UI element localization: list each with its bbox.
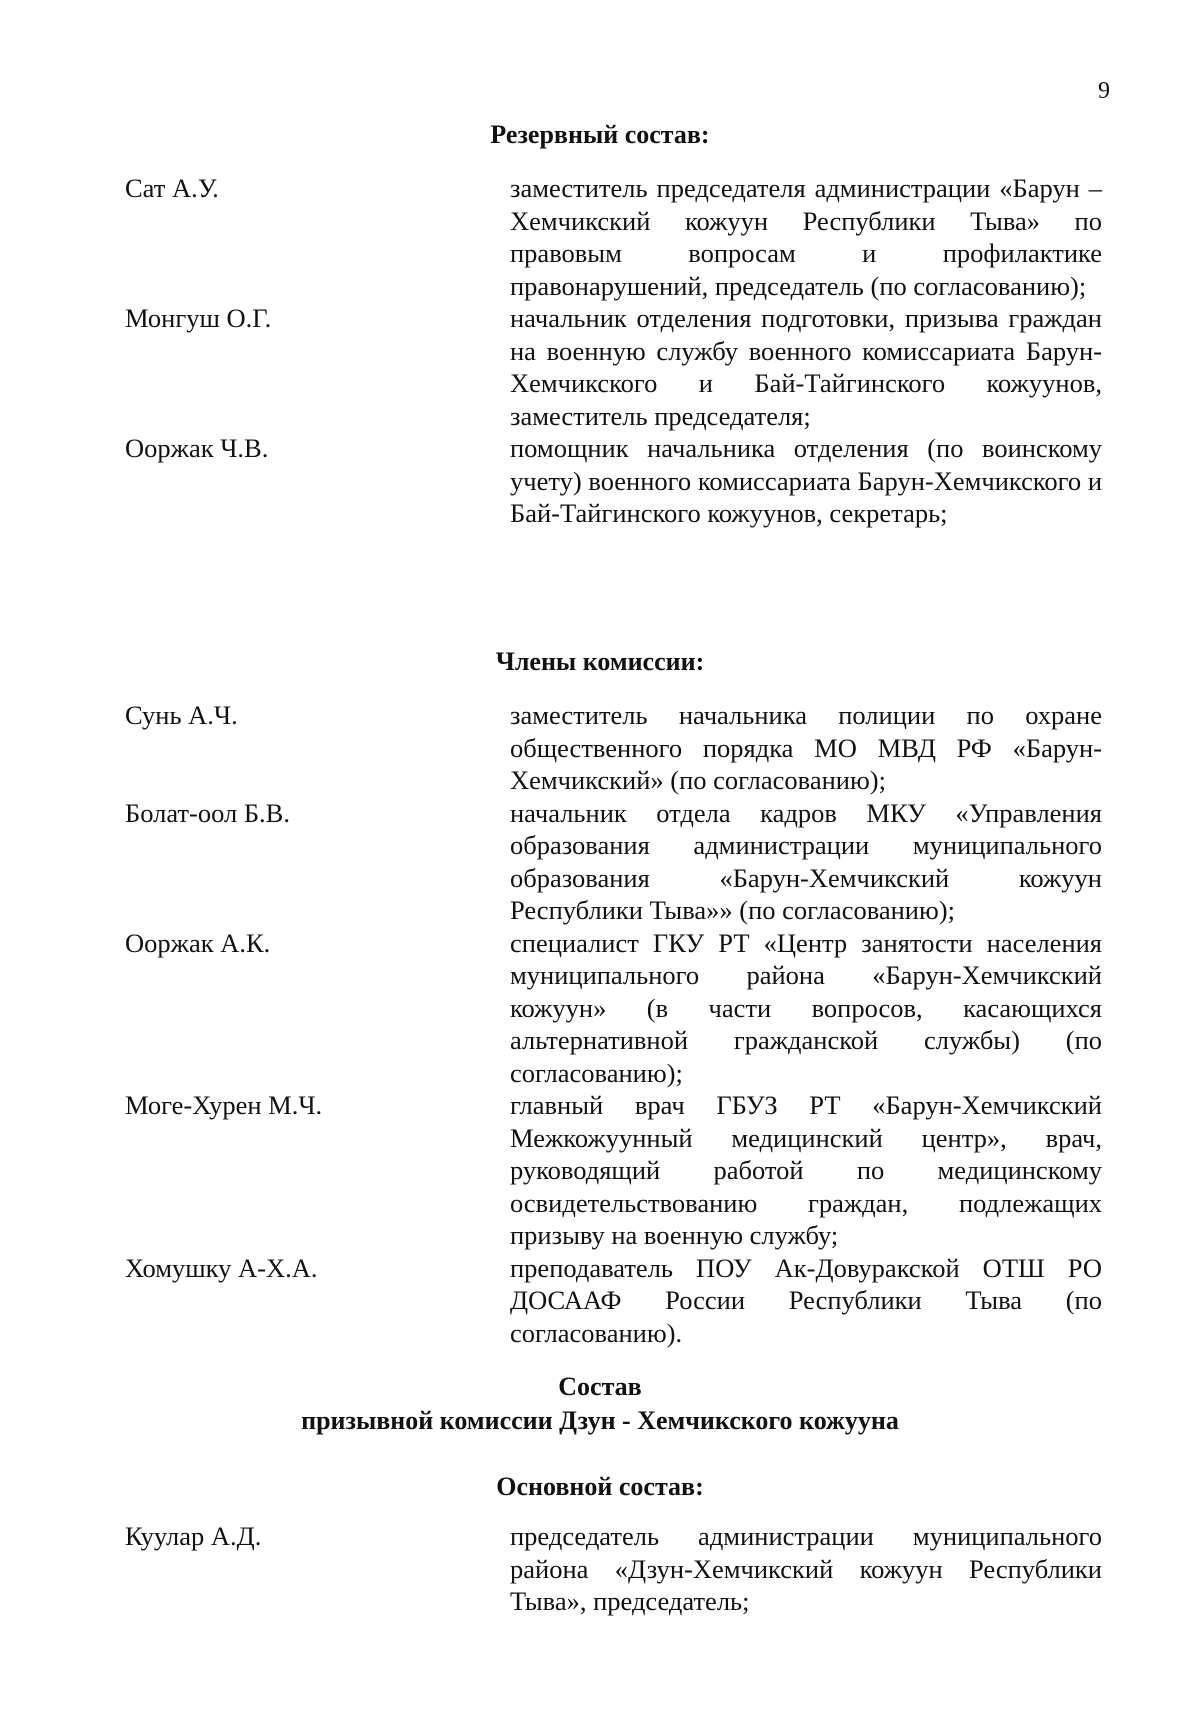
list-item [0,302,1200,432]
person-role: председатель администрации муниципального района «Дзун-Хемчикский кожуун Республики Тыва», председатель; [510,1521,1102,1616]
person-name: Моге-Хурен М.Ч. [125,1090,323,1120]
person-role: преподаватель ПОУ Ак-Довуракской ОТШ РО ДОСААФ России Республики Тыва (по согласованию). [510,1252,1102,1348]
list-item [0,797,1200,927]
person-role: начальник отделения подготовки, призыва граждан на военную службу военного комиссариата Барун-Хемчикского и Бай-Тайгинского кожуунов, заместитель председателя; [510,303,1102,431]
person-role: начальник отдела кадров МКУ «Управления образования администрации муниципального образования «Барун-Хемчикский кожуун Республики Тыва»» (по согласованию); [510,797,1102,925]
person-role: заместитель председателя администрации «Барун – Хемчикский кожуун Республики Тыва» по правовым вопросам и профилактике правонарушений, председатель (по согласованию); [510,173,1102,301]
list-item [0,172,1200,302]
person-name: Ооржак Ч.В. [125,433,269,463]
person-name: Хомушку А-Х.А. [125,1252,318,1283]
main-list [0,1520,1200,1618]
person-role: помощник начальника отделения (по воинскому учету) военного комиссариата Барун-Хемчикского и Бай-Тайгинского кожуунов, секретарь; [510,433,1102,528]
list-item [0,1252,1200,1350]
person-name: Монгуш О.Г. [125,303,272,333]
main-heading: Основной состав: [496,1472,704,1501]
members-list [0,699,1200,1349]
person-name: Ооржак А.К. [125,927,271,958]
reserve-list [0,172,1200,530]
list-item [0,1520,1200,1618]
list-item [0,927,1200,1090]
composition-title: Состав [558,1372,642,1401]
reserve-heading: Резервный состав: [490,120,710,149]
person-role: заместитель начальника полиции по охране общественного порядка МО МВД РФ «Барун-Хемчикский» (по согласованию); [510,700,1102,795]
page-number: 9 [1098,78,1110,104]
person-role: специалист ГКУ РТ «Центр занятости населения муниципального района «Барун-Хемчикский кожуун» (в части вопросов, касающихся альтернативной гражданской службы) (по согласованию); [510,927,1102,1088]
list-item [0,1089,1200,1252]
list-item [0,432,1200,530]
person-name: Болат-оол Б.В. [125,797,290,828]
composition-subtitle: призывной комиссии Дзун - Хемчикского кожууна [301,1406,899,1435]
person-role: главный врач ГБУЗ РТ «Барун-Хемчикский Межкожуунный медицинский центр», врач, руководящий работой по медицинскому освидетельствованию граждан, подлежащих призыву на военную службу; [510,1090,1102,1250]
list-item [0,699,1200,797]
members-heading: Члены комиссии: [495,647,705,676]
person-name: Куулар А.Д. [125,1521,262,1551]
person-name: Сат А.У. [125,173,219,203]
person-name: Сунь А.Ч. [125,700,238,730]
